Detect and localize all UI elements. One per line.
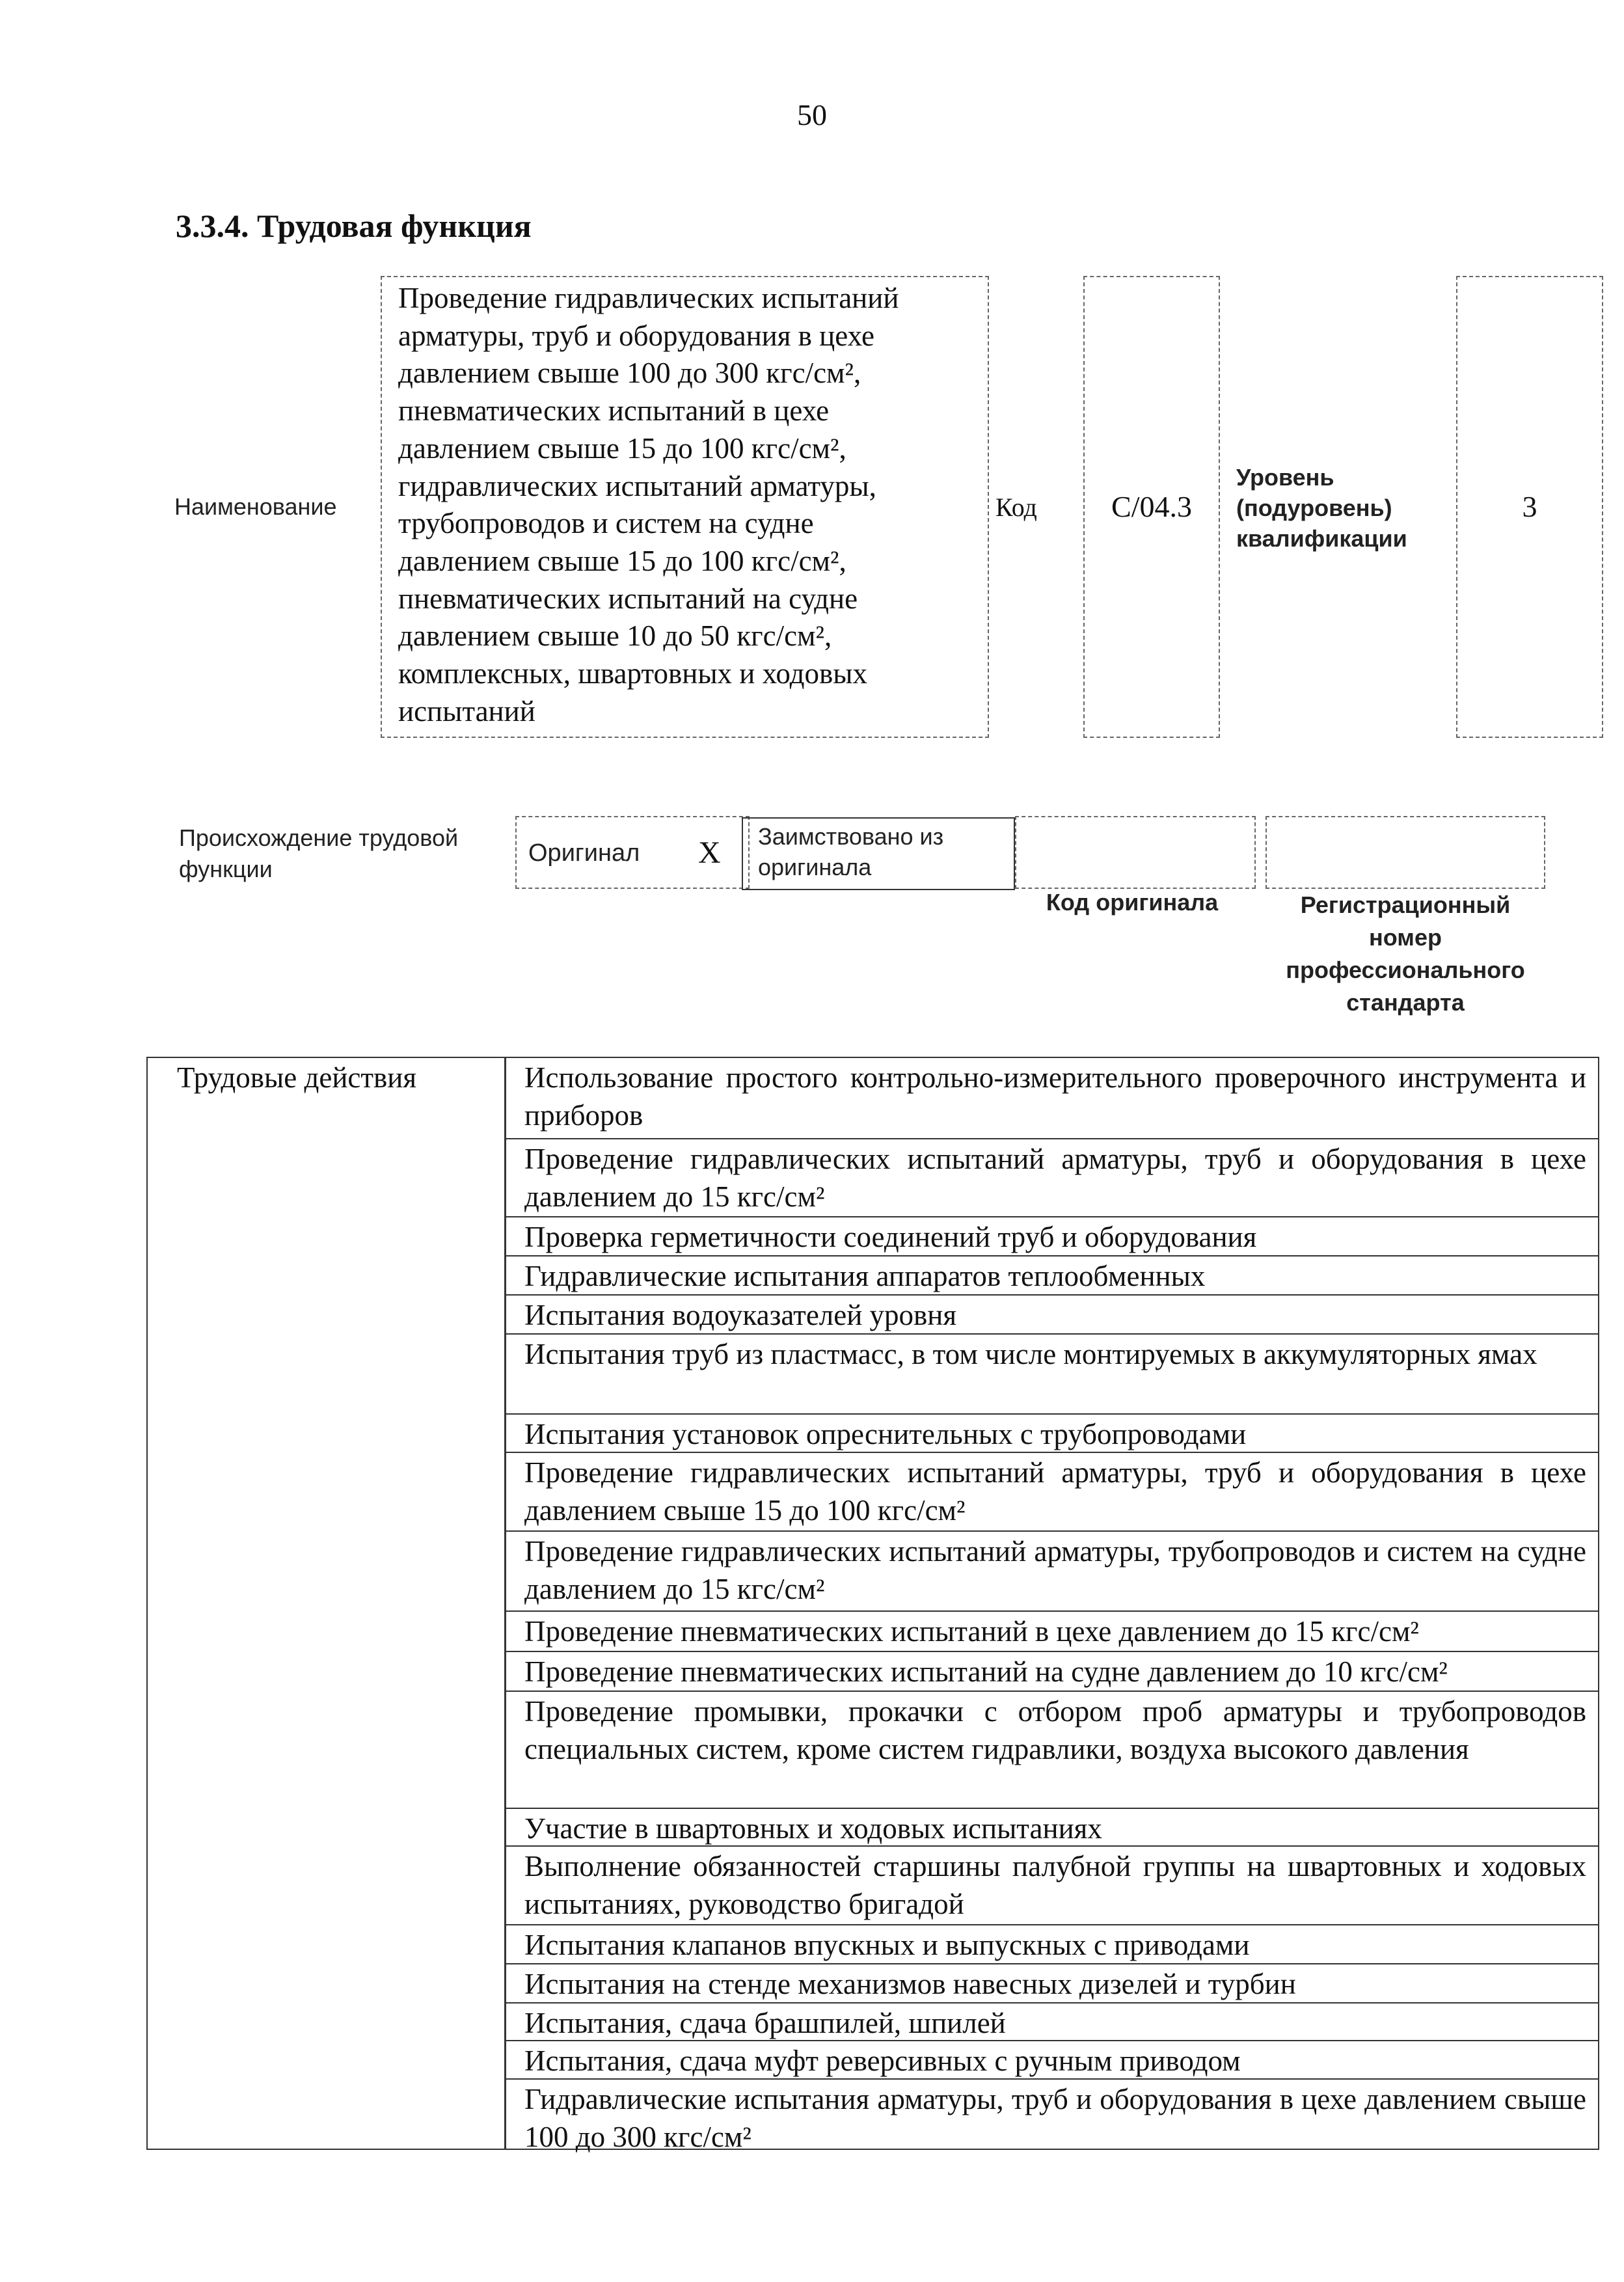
- table-row-separator: [506, 1651, 1599, 1652]
- table-column-divider: [504, 1057, 506, 2150]
- table-row: Испытания водоуказателей уровня: [524, 1299, 957, 1331]
- level-label: Уровень (подуровень) квалификации: [1236, 464, 1407, 552]
- table-row: Испытания труб из пластмасс, в том числе монтируемых в аккумуляторных ямах: [524, 1338, 1537, 1370]
- table-row-separator: [506, 1216, 1599, 1217]
- table-row: Гидравлические испытания аппаратов теплообменных: [524, 1260, 1206, 1292]
- code-label: Код: [995, 493, 1037, 522]
- origin-label: Происхождение трудовой функции: [179, 824, 459, 882]
- table-row: Испытания, сдача муфт реверсивных с ручным приводом: [524, 2044, 1241, 2077]
- table-row-separator: [506, 1610, 1599, 1612]
- table-row: Проверка герметичности соединений труб и оборудования: [524, 1221, 1257, 1253]
- registration-box: [1265, 816, 1545, 889]
- table-row-separator: [506, 1530, 1599, 1532]
- table-row: Выполнение обязанностей старшины палубной группы на швартовных и ходовых испытаниях, руководство бригадой: [524, 1850, 1586, 1920]
- name-label: Наименование: [174, 493, 337, 520]
- table-row: Испытания, сдача брашпилей, шпилей: [524, 2007, 1006, 2039]
- table-row-separator: [506, 1413, 1599, 1415]
- registration-label: Регистрационный номер профессионального стандарта: [1286, 891, 1525, 1016]
- table-row-separator: [506, 1138, 1599, 1139]
- level-value: 3: [1522, 490, 1537, 523]
- page-number: 50: [797, 98, 827, 131]
- table-row-separator: [506, 1333, 1599, 1335]
- table-row-separator: [506, 1963, 1599, 1964]
- table-row-separator: [506, 1255, 1599, 1256]
- table-row: Проведение гидравлических испытаний арматуры, трубопроводов и систем на судне давлением до 15 кгс/см²: [524, 1535, 1586, 1605]
- original-code-label: Код оригинала: [1046, 889, 1219, 916]
- table-row-separator: [506, 1691, 1599, 1692]
- section-title: 3.3.4. Трудовая функция: [176, 208, 532, 244]
- table-row: Гидравлические испытания арматуры, труб и оборудования в цехе давлением свыше 100 до 300 кгс/см²: [524, 2083, 1586, 2153]
- original-code-box: [1015, 816, 1256, 889]
- table-row: Проведение пневматических испытаний на судне давлением до 10 кгс/см²: [524, 1655, 1448, 1688]
- table-row: Проведение гидравлических испытаний арматуры, труб и оборудования в цехе давлением свыше 15 до 100 кгс/см²: [524, 1456, 1586, 1527]
- original-mark: X: [698, 835, 721, 870]
- table-row-separator: [506, 1294, 1599, 1296]
- actions-table-header: Трудовые действия: [177, 1061, 417, 1094]
- code-value: C/04.3: [1111, 490, 1192, 523]
- table-row-separator: [506, 2002, 1599, 2004]
- table-row: Участие в швартовных и ходовых испытаниях: [524, 1812, 1102, 1845]
- table-row-separator: [506, 2040, 1599, 2041]
- borrowed-label: Заимствовано из оригинала: [758, 823, 944, 880]
- table-row: Испытания на стенде механизмов навесных дизелей и турбин: [524, 1968, 1296, 2000]
- table-row: Проведение промывки, прокачки с отбором проб арматуры и трубопроводов специальных систем, кроме систем гидравлики, воздуха высокого давления: [524, 1695, 1586, 1765]
- table-row: Проведение гидравлических испытаний арматуры, труб и оборудования в цехе давлением до 15 кгс/см²: [524, 1143, 1586, 1213]
- function-name-text: Проведение гидравлических испытаний арматуры, труб и оборудования в цехе давлением свыше 100 до 300 кгс/см², пневматических испытаний в цехе давлением свыше 15 до 100 кгс/см², гидравлических испытаний арматуры, трубопроводов и систем на судне давлением свыше 15 до 100 кгс/см², пневматических испытаний на судне давлением свыше 10 до 50 кгс/см², комплексных, швартовных и ходовых испытаний: [398, 282, 899, 727]
- table-row: Испытания установок опреснительных с трубопроводами: [524, 1418, 1247, 1450]
- table-row: Проведение пневматических испытаний в цехе давлением до 15 кгс/см²: [524, 1615, 1419, 1648]
- table-row: Испытания клапанов впускных и выпускных с приводами: [524, 1929, 1250, 1961]
- original-label: Оригинал: [528, 839, 640, 867]
- table-row: Использование простого контрольно-измерительного проверочного инструмента и приборов: [524, 1061, 1586, 1132]
- table-row-separator: [506, 1924, 1599, 1925]
- table-row-separator: [506, 2078, 1599, 2080]
- table-row-separator: [506, 1452, 1599, 1453]
- table-row-separator: [506, 1845, 1599, 1847]
- table-row-separator: [506, 1808, 1599, 1809]
